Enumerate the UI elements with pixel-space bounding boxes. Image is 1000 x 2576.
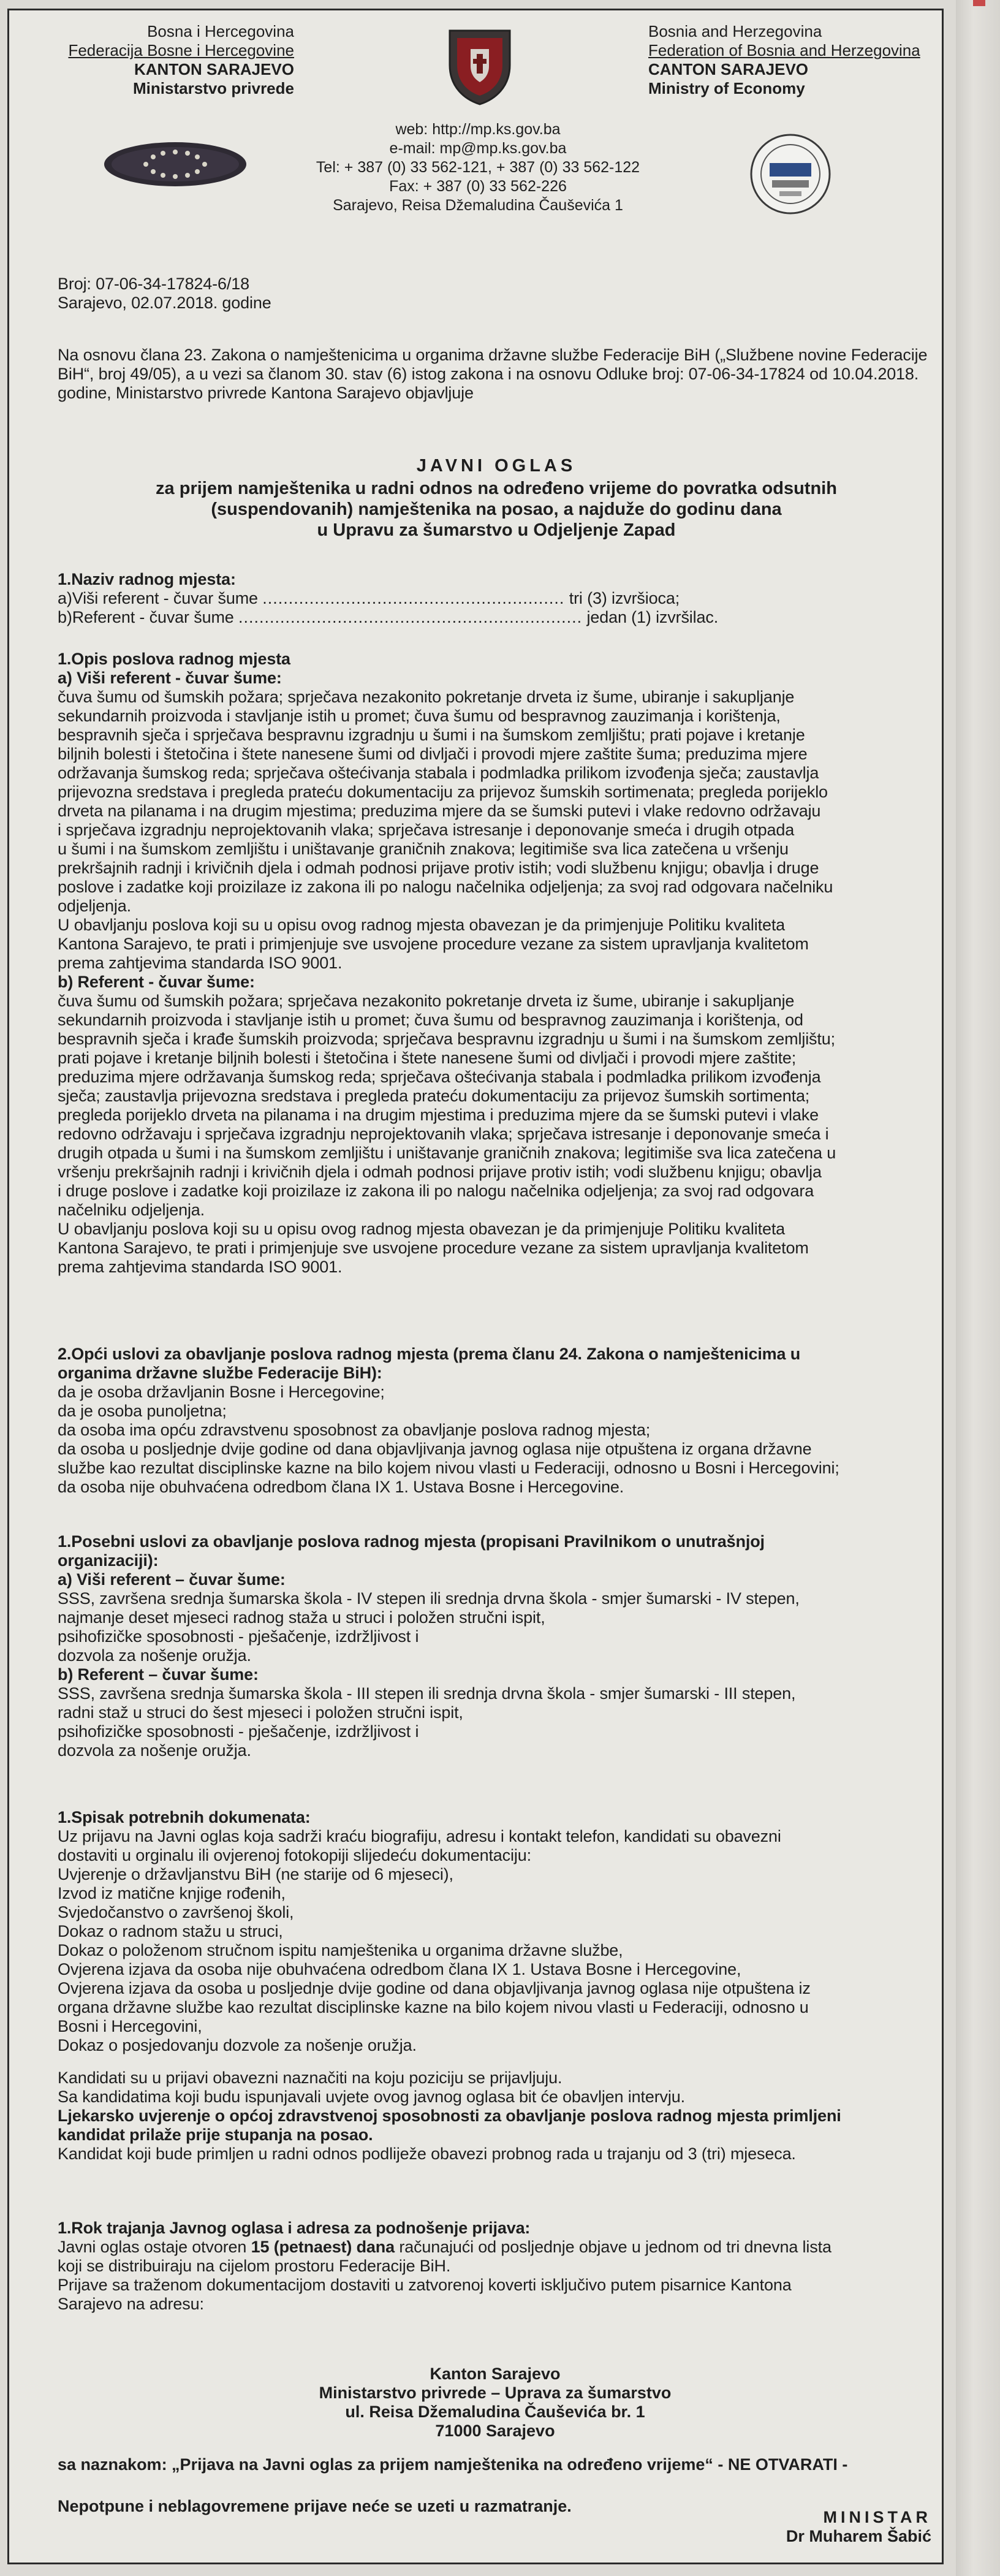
text-line: U obavljanju poslova koji su u opisu ovog radnog mjesta obavezan je da primjenjuje Politiku kvaliteta — [58, 916, 786, 934]
position-count: tri (3) izvršioca; — [569, 589, 680, 607]
eu-quality-logo-icon — [102, 140, 249, 189]
text-line: da osoba u posljednje dvije godine od dana objavljivanja javnog oglasa nije otpuštena iz organa državne — [58, 1440, 812, 1458]
address-line: ul. Reisa Džemaludina Čauševića br. 1 — [345, 2403, 645, 2421]
contact-fax: Fax: + 387 (0) 33 562-226 — [389, 178, 567, 195]
job-description-a — [58, 688, 933, 973]
position-row — [58, 589, 933, 608]
text-line: organima državne službe Federacije BiH): — [58, 1364, 382, 1382]
text-line: prema zahtjevima standarda ISO 9001. — [58, 954, 343, 972]
text-line: odjeljenja. — [58, 897, 131, 915]
text-line: poslove i zadatke koji proizilaze iz zakona ili po nalogu načelnika odjeljenja; za svoj rad odgovara načelniku — [58, 878, 833, 896]
section-heading: 1.Spisak potrebnih dokumenata: — [58, 1808, 311, 1826]
probation-note: Kandidat koji bude primljen u radni odnos podliježe obavezi probnog rada u trajanju od 3 (tri) mjeseca. — [58, 2145, 796, 2163]
job-description-b — [58, 992, 933, 1277]
text-line: najmanje deset mjeseci radnog staža u struci i položen stručni ispit, — [58, 1608, 545, 1627]
header-right-federation: Federation of Bosnia and Herzegovina — [648, 41, 920, 59]
incomplete-applications-note: Nepotpune i neblagovremene prijave neće se uzeti u razmatranje. — [58, 2497, 572, 2515]
text-line: psihofizičke sposobnosti - pješačenje, izdržljivost i — [58, 1722, 419, 1741]
text-line: da osoba ima opću zdravstvenu sposobnost za obavljanje poslova radnog mjesta; — [58, 1421, 651, 1439]
text-line: dostaviti u orginalu ili ovjerenoj fotokopiji slijedeću dokumentaciju: — [58, 1846, 531, 1864]
text-line: preduzima mjere održavanja šumskog reda; sprječava oštećivanja stabala i podmladka prilikom izvođenja — [58, 1068, 821, 1086]
application-notes — [58, 2069, 933, 2107]
text-line: organizaciji): — [58, 1551, 159, 1570]
header-left-federation: Federacija Bosne i Hercegovine — [68, 41, 294, 59]
text-line: redovno održavaju i sprječava izgradnju neprojektovanih vlaka; sprječava istresanje i deponovanje smeća i — [58, 1125, 829, 1143]
page-edge-mark — [973, 0, 985, 6]
section-required-documents — [58, 1808, 933, 2164]
title-line: u Upravu za šumarstvo u Odjeljenje Zapad — [317, 520, 676, 540]
text-line: održavanja šumskog reda; sprječava oštećivanja stabala i podmladka prilikom izvođenja sječa; zaustavlja — [58, 764, 819, 782]
header-right — [648, 22, 930, 98]
deadline-days: 15 (petnaest) dana — [251, 2238, 395, 2256]
text-line: da osoba nije obuhvaćena odredbom člana IX 1. Ustava Bosne i Hercegovine. — [58, 1478, 624, 1496]
delivery-address — [58, 2365, 933, 2441]
position-row — [58, 608, 933, 627]
text-line: prema zahtjevima standarda ISO 9001. — [58, 1258, 343, 1276]
contact-web[interactable]: web: http://mp.ks.gov.ba — [395, 121, 561, 138]
contact-email[interactable]: e-mail: mp@mp.ks.gov.ba — [389, 140, 567, 157]
position-dots: .................................................................. — [238, 608, 583, 626]
text-line: Kantona Sarajevo, te prati i primjenjuje sve usvojene procedure vezane za sistem upravljanja kvalitetom — [58, 935, 809, 953]
text-line: biljnih bolesti i štetočina i štete nanesene šumi od divljači i provodi mjere zaštite šuma; preduzima mjere — [58, 745, 808, 763]
section-position-names — [58, 570, 933, 627]
documents-list — [58, 1827, 933, 2055]
text-line: čuva šumu od šumskih požara; sprječava nezakonito pokretanje drveta iz šume, ubiranje i sakupljanje — [58, 992, 795, 1010]
text-line: Dokaz o radnom stažu u struci, — [58, 1922, 283, 1940]
text-line: dozvola za nošenje oružja. — [58, 1741, 251, 1760]
subsection-heading: a) Viši referent - čuvar šume: — [58, 669, 282, 687]
text-line: psihofizičke sposobnosti - pješačenje, izdržljivost i — [58, 1627, 419, 1646]
deadline-line: Javni oglas ostaje otvoren 15 (petnaest) dana računajući od posljednje objave u jednom od tri dnevna lista — [58, 2238, 831, 2256]
position-count: jedan (1) izvršilac. — [586, 608, 719, 626]
section-general-conditions — [58, 1345, 933, 1497]
text-line: dozvola za nošenje oružja. — [58, 1646, 251, 1665]
text-line: Ovjerena izjava da osoba u posljednje dvije godine od dana objavljivanja javnog oglasa nije otpuštena iz — [58, 1979, 811, 1997]
title-line: za prijem namještenika u radni odnos na određeno vrijeme do povratka odsutnih — [156, 479, 837, 498]
section-heading — [58, 1345, 933, 1383]
subsection-heading: a) Viši referent – čuvar šume: — [58, 1570, 286, 1589]
section-heading — [58, 1532, 933, 1570]
text-line: sječa; zaustavlja prijevozna sredstava i pregleda prateću dokumentaciju za prijevoz šumskih sortimenta; — [58, 1087, 810, 1105]
text-line: Bosni i Hercegovini, — [58, 2017, 202, 2035]
envelope-notice: sa naznakom: „Prijava na Javni oglas za prijem namještenika na određeno vrijeme“ - NE OTVARATI - — [58, 2455, 848, 2474]
text-line: Dokaz o posjedovanju dozvole za nošenje oružja. — [58, 2036, 417, 2054]
section-heading: 1.Rok trajanja Javnog oglasa i adresa za podnošenje prijava: — [58, 2219, 531, 2237]
reference-block — [58, 275, 933, 313]
text-line: Dokaz o položenom stručnom ispitu namještenika u organima državne službe, — [58, 1941, 623, 1959]
text-line: kandidat prilaže prije stupanja na posao. — [58, 2126, 373, 2144]
text-line: Prijave sa traženom dokumentacijom dostaviti u zatvorenoj koverti isključivo putem pisarnice Kantona — [58, 2276, 792, 2294]
address-line: Kanton Sarajevo — [430, 2365, 561, 2383]
reference-number: Broj: 07-06-34-17824-6/18 — [58, 275, 249, 293]
text-line: da je osoba državljanin Bosne i Hercegovine; — [58, 1383, 385, 1401]
text-line: drveta na pilanama i na drugim mjestima; preduzima mjere da se šumski putevi i vlake redovno održavaju — [58, 802, 821, 820]
text-line: pregleda porijeklo drveta na pilanama i na drugim mjestima i preduzima mjere da se šumski putevi i vlake — [58, 1106, 819, 1124]
text-line: čuva šumu od šumskih požara; sprječava nezakonito pokretanje drveta iz šume, ubiranje i sakupljanje — [58, 688, 795, 706]
address-line: 71000 Sarajevo — [435, 2422, 555, 2440]
coat-of-arms-icon — [446, 27, 513, 107]
text-line: načelniku odjeljenja. — [58, 1201, 205, 1219]
deadline-details — [58, 2257, 933, 2314]
special-conditions-b — [58, 1684, 933, 1760]
contact-phone: Tel: + 387 (0) 33 562-121, + 387 (0) 33 562-122 — [316, 159, 640, 176]
title-main: JAVNI OGLAS — [416, 456, 577, 476]
title-line: (suspendovanih) namještenika na posao, a najduže do godinu dana — [211, 500, 782, 519]
signature-title: MINISTAR — [823, 2508, 931, 2526]
header-left — [49, 22, 294, 98]
text-line: Sa kandidatima koji budu ispunjavali uvjete ovog javnog oglasa bit će obavljen intervju. — [58, 2088, 685, 2106]
text-line: SSS, završena srednja šumarska škola - III stepen ili srednja drvna škola - smjer šumarski - III stepen, — [58, 1684, 796, 1703]
address-line: Ministarstvo privrede – Uprava za šumarstvo — [319, 2384, 672, 2402]
signature-block — [723, 2508, 931, 2546]
subsection-heading: b) Referent – čuvar šume: — [58, 1665, 259, 1684]
text-line: da je osoba punoljetna; — [58, 1402, 227, 1420]
text-line: prekršajnih radnji i krivičnih djela i odmah podnosi prijave protiv istih; vodi službenu knjigu; obavlja i druge — [58, 859, 819, 877]
special-conditions-a — [58, 1589, 933, 1665]
position-dots: .......................................................... — [262, 589, 565, 607]
text-line: sekundarnih proizvoda i stavljanje istih u promet; čuva šumu od bespravnog zauzimanja i korištenja, od — [58, 1011, 803, 1029]
general-conditions-list — [58, 1383, 933, 1497]
text-line: bespravnih sječa i sprječava bespravnu izgradnju u šumi i na šumskom zemljištu; prati pojave i kretanje — [58, 726, 805, 744]
text-line: Izvod iz matične knjige rođenih, — [58, 1884, 286, 1902]
text-line: Ovjerena izjava da osoba nije obuhvaćena odredbom člana IX 1. Ustava Bosne i Hercegovine, — [58, 1960, 741, 1978]
contact-block — [263, 120, 692, 215]
text-line: koji se distribuiraju na cijelom prostoru Federacije BiH. — [58, 2257, 451, 2275]
header-right-canton: CANTON SARAJEVO — [648, 60, 809, 78]
text-line: Kantona Sarajevo, te prati i primjenjuje sve usvojene procedure vezane za sistem upravljanja kvalitetom — [58, 1239, 809, 1257]
position-name: a)Viši referent - čuvar šume — [58, 589, 258, 607]
contact-address: Sarajevo, Reisa Džemaludina Čauševića 1 — [333, 197, 623, 214]
text-line: prati pojave i kretanje biljnih bolesti i štetočina i štete nanesene šumi od divljači i provodi mjere zaštite; — [58, 1049, 797, 1067]
text-line: sekundarnih proizvoda i stavljanje istih u promet; čuva šumu od bespravnog zauzimanja i korištenja, — [58, 707, 781, 725]
header-left-ministry: Ministarstvo privrede — [133, 79, 294, 97]
intro-paragraph: Na osnovu člana 23. Zakona o namještenicima u organima državne službe Federacije BiH („Službene novine Federacije BiH“, broj 49/05), a u vezi sa članom 30. stav (6) istog zakona i na osnovu Odluke broj: 07-06-34-17824 od 10.04.2018. godine, Ministarstvo privrede Kantona Sarajevo objavljuje — [58, 346, 928, 402]
medical-certificate-note — [58, 2107, 933, 2145]
position-name: b)Referent - čuvar šume — [58, 608, 234, 626]
text-line: bespravnih sječa i krađe šumskih proizvoda; sprječava bespravnu izgradnju u šumi i na šumskom zemljištu; — [58, 1030, 835, 1048]
text-line: Sarajevo na adresu: — [58, 2295, 204, 2313]
section-heading: 1.Opis poslova radnog mjesta — [58, 650, 290, 668]
text-line: i sprječava izgradnju neprojektovanih vlaka; sprječava istresanje i deponovanje smeća i drugih otpada — [58, 821, 795, 839]
text-line: Kandidati su u prijavi obavezni naznačiti na koju poziciju se prijavljuju. — [58, 2069, 562, 2087]
text-line: drugih otpada u šumi i na šumskom zemljištu i uništavanje graničnih znakova; legitimiše sva lica zatečena u — [58, 1144, 836, 1162]
text-line: 2.Opći uslovi za obavljanje poslova radnog mjesta (prema članu 24. Zakona o namještenicima u — [58, 1345, 801, 1363]
header-right-ministry: Ministry of Economy — [648, 79, 805, 97]
text-line: radni staž u struci do šest mjeseci i položen stručni ispit, — [58, 1703, 463, 1722]
signature-name: Dr Muharem Šabić — [786, 2527, 931, 2545]
text-line: i druge poslove i zadatke koji proizilaze iz zakona ili po nalogu načelnika odjeljenja; za svoj rad odgovara — [58, 1182, 814, 1200]
text-line: Uz prijavu na Javni oglas koja sadrži kraću biografiju, adresu i kontakt telefon, kandidati su obavezni — [58, 1827, 781, 1845]
text-line: Svjedočanstvo o završenoj školi, — [58, 1903, 294, 1921]
subsection-heading: b) Referent - čuvar šume: — [58, 973, 255, 991]
header-left-canton: KANTON SARAJEVO — [134, 60, 294, 78]
text-line: prijevozna sredstava i pregleda prateću dokumentaciju za prijevoz šumskih sortimenata; pregleda porijeklo — [58, 783, 828, 801]
text-line: u šumi i na šumskom zemljištu i uništavanje graničnih znakova; legitimiše sva lica zatečena u vršenju — [58, 840, 789, 858]
text-line: vršenju prekršajnih radnji i krivičnih djela i odmah podnosi prijave protiv istih; vodi službenu knjigu; obavlja — [58, 1163, 822, 1181]
text-line: organa državne službe kao rezultat disciplinske kazne na bilo kojem nivou vlasti u Federaciji, odnosno u — [58, 1998, 809, 2016]
text-line: Ljekarsko uvjerenje o općoj zdravstvenoj sposobnosti za obavljanje poslova radnog mjesta primljeni — [58, 2107, 841, 2125]
header-right-country: Bosnia and Herzegovina — [648, 22, 822, 40]
section-special-conditions — [58, 1532, 933, 1760]
text-line: Uvjerenje o državljanstvu BiH (ne starije od 6 mjeseci), — [58, 1865, 453, 1883]
header-left-country: Bosna i Hercegovina — [147, 22, 294, 40]
section-heading: 1.Naziv radnog mjesta: — [58, 570, 236, 588]
announcement-title — [74, 454, 919, 541]
text-line: U obavljanju poslova koji su u opisu ovog radnog mjesta obavezan je da primjenjuje Politiku kvaliteta — [58, 1220, 786, 1238]
text-line: službe kao rezultat disciplinske kazne na bilo kojem nivou vlasti u Federaciji, odnosno u Bosni i Hercegovini; — [58, 1459, 839, 1477]
text-line: 1.Posebni uslovi za obavljanje poslova radnog mjesta (propisani Pravilnikom o unutrašnjoj — [58, 1532, 765, 1551]
tuv-certificate-icon — [748, 131, 833, 217]
page-edge — [956, 0, 1000, 2576]
text-line: SSS, završena srednja šumarska škola - IV stepen ili srednja drvna škola - smjer šumarski - IV stepen, — [58, 1589, 800, 1608]
reference-date: Sarajevo, 02.07.2018. godine — [58, 294, 271, 312]
section-job-description — [58, 650, 933, 1277]
section-deadline — [58, 2219, 933, 2314]
